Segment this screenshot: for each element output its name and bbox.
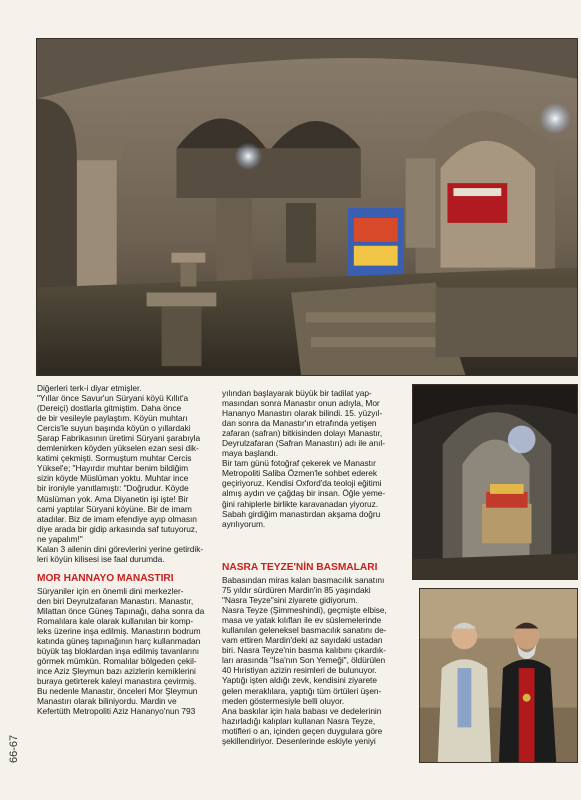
body-line: motifleri o an, içinden geçen duygulara göre [222,725,383,736]
body-line: zafaran (safran) bitkisinden dolayı Manastır, [222,428,383,439]
tomb-chamber-photo [412,384,578,580]
body-line: demlenirken köyden yükselen ezan sesi dik- [37,443,199,454]
body-line: büyük taş bloklardan inşa edilmiş tavanlarını [37,646,200,657]
body-line: sizin köyde Müslüman yoktu. Muhtar ince [37,473,189,484]
body-line: bir ironiyle yanıtlamıştı: "Doğrudur. Köyde [37,483,189,494]
body-line: ğini rahiplerle birlikte karavanadan yiyoruz. [222,498,379,509]
body-line: şekillendiriyor. Desenlerinde eskiyle yeniyi [222,735,376,746]
body-line: meden göstermesiyle belli oluyor. [222,695,345,706]
body-line: den biri Deyrulzafaran Manastırı. Manastır, [37,595,194,606]
body-line: Kalan 3 ailenin dini görevlerini yerine getirdik- [37,543,204,554]
body-line: Diğerleri terk-i diyar etmişler. [37,383,142,393]
body-line: masından sonra Manastır onun adıyla, Mor [222,398,380,409]
body-line: Romalılara kale olarak kullanılan bir komp- [37,615,194,626]
body-line: Metropoliti Saliba Özmen'le sohbet ederek [222,468,378,479]
body-line: hazırladığı kalıpları kullanan Nasra Teyze, [222,715,376,726]
body-line: cami yaptılar Süryani köyüne. Bir de imam [37,503,192,514]
body-line: ayrılıyorum. [222,518,266,529]
body-line: Bu nedenle Manastır, önceleri Mor Şleymun [37,686,198,697]
body-line: Yaptığı işten aldığı zevk, kendisini ziyarete [222,675,377,686]
page-number: 66-67 [8,734,20,764]
body-line: ince Aziz Şleymun bazı azizlerin kemiklerini [37,666,196,677]
body-line: Bir tam günü fotoğraf çekerek ve Manastır [222,458,376,469]
body-line: Cercis'le suyun başında köyün o yıllardaki [37,423,191,434]
body-line: Ana baskılar için hala babası ve dedelerinin [222,705,382,716]
monastery-interior-photo [36,38,578,376]
section-heading-nasra: NASRA TEYZE'NİN BASMALARI [222,562,378,573]
body-line: vam ettiren Mardin'deki az sayıdaki ustadan [222,635,383,646]
body-line: Müslüman yok. Ama Diyanetin işi işte! Bir [37,493,189,504]
body-line: 75 yıldır sürdüren Mardin'in 85 yaşındaki [222,585,371,596]
body-line: Hananyo Manastırı olarak bilindi. 15. yüzyıl- [222,408,383,419]
two-men-portrait-photo [419,588,578,763]
body-line: masa ve yatak kılıfları ile ev süslemelerinde [222,615,382,626]
body-line: "Yıllar önce Savur'un Süryani köyü Kıllıt'a [37,393,189,404]
body-line: yılından başlayarak büyük bir tadilat yap- [222,388,372,398]
body-line: gelen meraklılara, yaptığı tüm örtüleri üşen- [222,685,382,696]
body-line: leri köyün kilisesi ise faal durumda. [37,553,165,564]
body-line: almış aydın ve çağdaş bir insan. Öğle yeme- [222,488,386,499]
body-line: atadılar. Biz de imam efendiye ayıp olmasın [37,513,197,524]
body-line: biri. Nasra Teyze'nin basma kalıbını çıkardık- [222,645,386,656]
body-line: Deyrulzafaran (Safran Manastırı) adı ile anıl- [222,438,385,449]
body-line: maya başlandı. [222,448,279,459]
body-line: 40 Hıristiyan azizin resimleri de bulunuyor. [222,665,377,676]
body-line: geçiriyoruz. Kendisi Oxford'da teoloji eğitimi [222,478,382,489]
nasra-section [222,560,414,746]
body-line: Nasra Teyze (Şimmeshindi), geçmişte elbise, [222,605,387,616]
body-line: de bir vesileyle paylaştım. Köyün muhtarı [37,413,188,424]
body-line: kullanılan geleneksel basmacılık sanatını de- [222,625,387,636]
body-line: (Dereiçi) dostlarla gitmiştim. Daha önce [37,403,182,414]
body-line: buraya getirterek kaleyi manastıra çevirmiş. [37,676,197,687]
left-text-column [37,383,215,716]
body-line: Kefertüth Metropoliti Aziz Hananyo'nun 793 [37,706,196,717]
body-line: ne yapalım!" [37,533,83,544]
body-line: "Nasra Teyze"sini ziyarete gidiyorum. [222,595,358,606]
body-line: görmek mümkün. Romalılar bölgeden çekil- [37,656,197,667]
section-heading-mor-hannayo: MOR HANNAYO MANASTIRI [37,572,174,584]
body-line: katimi çekmişti. Sormuştum muhtar Cercis [37,453,192,464]
body-line: Sabah girdiğim manastırdan akşama doğru [222,508,381,519]
body-line: Şarap Fabrikasının üretimi Süryani şarabıyla [37,433,201,444]
body-line: Süryaniler için en önemli dini merkezler- [37,585,184,596]
body-line: Babasından miras kalan basmacılık sanatını [222,575,385,585]
body-line: Manastırı olarak biliniyordu. Mardin ve [37,696,177,707]
body-line: leks üzerine inşa edilmiş. Manastırın bodrum [37,626,201,637]
middle-text-column [222,388,408,529]
body-line: katında güneş tapınağının harç kullanmadan [37,636,201,647]
body-line: Yüksel'e; "Hayırdır muhtar benim bildiğim [37,463,189,474]
body-line: Milattan önce Güneş Tapınağı, daha sonra da [37,605,205,616]
body-line: diye arada bir gidip arkasında saf tutuyoruz, [37,523,198,534]
body-line: dan sonra da Manastır'ın etrafında yetişen [222,418,377,429]
body-line: ları arasında "İsa'nın Son Yemeği", öldürülen [222,655,386,666]
